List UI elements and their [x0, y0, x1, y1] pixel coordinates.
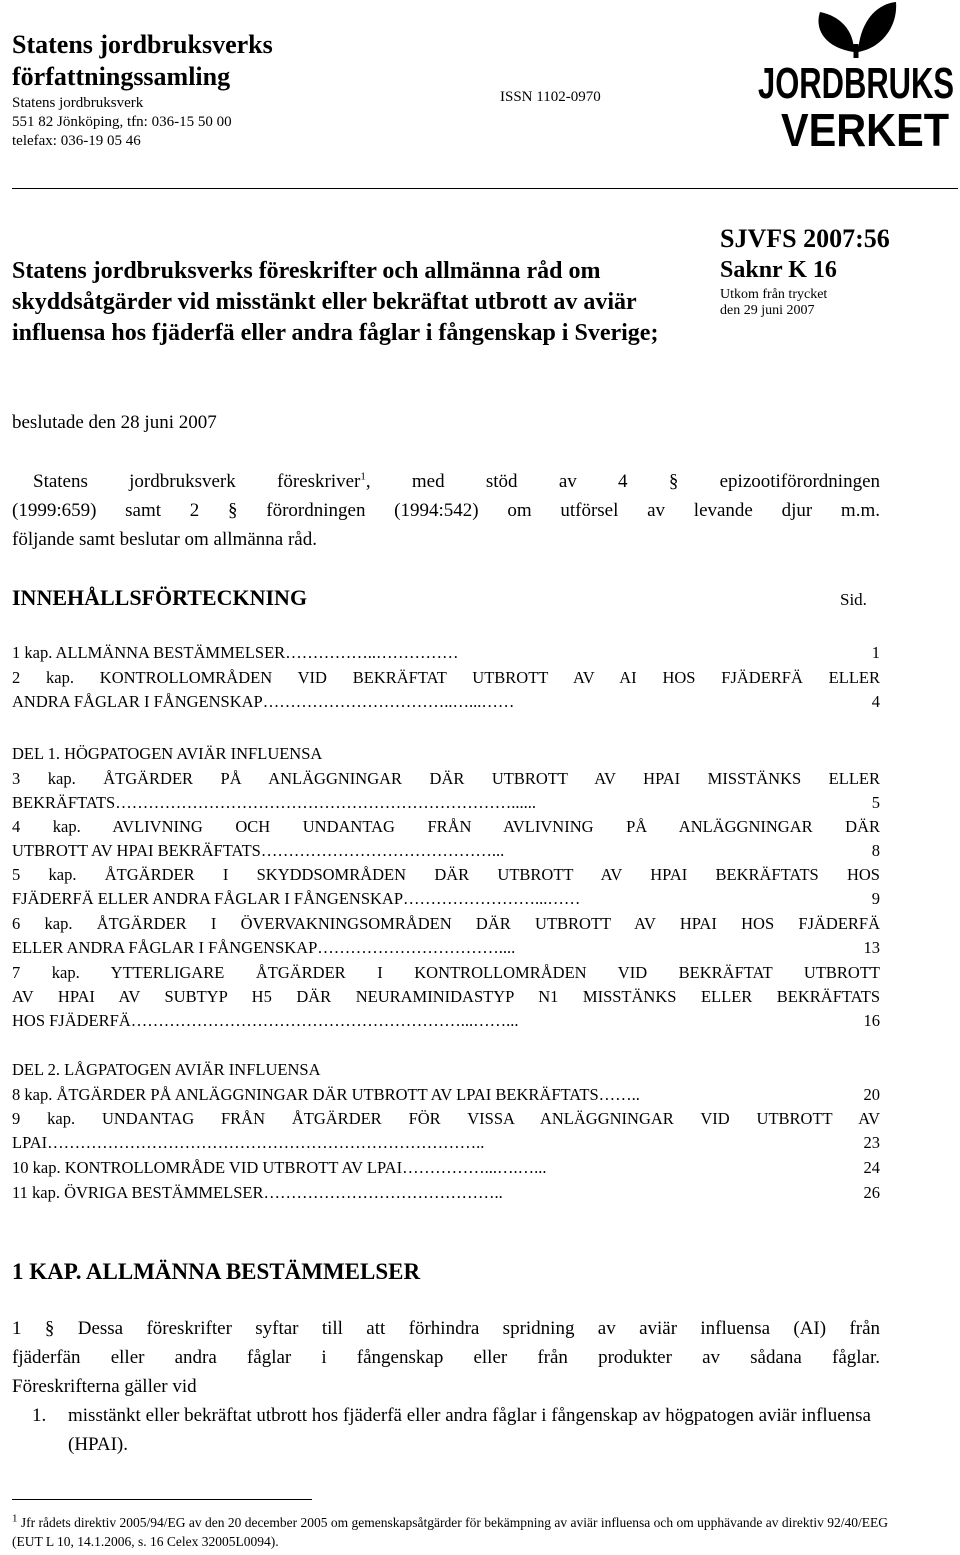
toc-heading: INNEHÅLLSFÖRTECKNING	[12, 585, 308, 610]
publisher-info	[12, 94, 232, 151]
toc-section-del2: DEL 2. LÅGPATOGEN AVIÄR INFLUENSA	[12, 1060, 321, 1079]
toc-entry-9: 9 kap. UNDANTAG FRÅN ÅTGÄRDER FÖR VISSA ANLÄGGNINGAR VID UTBROTT AV LPAI …………………………………………………………………….. 23	[12, 1109, 880, 1152]
list-item	[32, 1401, 880, 1459]
toc-entry-11: 11 kap. ÖVRIGA BESTÄMMELSER …………………………………….. 26	[12, 1183, 880, 1202]
publication-date	[720, 287, 827, 319]
footnote	[12, 1513, 892, 1551]
toc-entry-10: 10 kap. KONTROLLOMRÅDE VID UTBROTT AV LPAI ……………...….…... 24	[12, 1158, 880, 1177]
issn: ISSN 1102-0970	[500, 89, 601, 105]
fax: telefax: 036-19 05 46	[12, 133, 141, 149]
toc-entry-2: 2 kap. KONTROLLOMRÅDEN VID BEKRÄFTAT UTBROTT AV AI HOS FJÄDERFÄ ELLER ANDRA FÅGLAR I FÅNGENSKAP ……………………………..…...…… 4	[12, 668, 880, 711]
intro-line-3: följande samt beslutar om allmänna råd.	[12, 529, 317, 550]
utkom-line-1: Utkom från trycket	[720, 287, 828, 302]
toc-entry-5: 5 kap. ÅTGÄRDER I SKYDDSOMRÅDEN DÄR UTBROTT AV HPAI BEKRÄFTATS HOS FJÄDERFÄ ELLER ANDRA FÅGLAR I FÅNGENSKAP ……………………...…… 9	[12, 865, 880, 908]
para-line-3: Föreskrifterna gäller vid	[12, 1376, 197, 1397]
footnote-ref: 1	[360, 470, 366, 483]
saknr: Saknr K 16	[720, 257, 837, 283]
intro-line-2: (1999:659) samt 2 § förordningen (1994:542) om utförsel av levande djur m.m.	[12, 500, 880, 521]
leaf-icon	[818, 2, 896, 58]
toc-entry-7: 7 kap. YTTERLIGARE ÅTGÄRDER I KONTROLLOMRÅDEN VID BEKRÄFTAT UTBROTT AV HPAI AV SUBTYP H5 DÄR NEURAMINIDASTYP N1 MISSTÄNKS ELLER BEKRÄFTATS HOS FJÄDERFÄ ……………………………………………………...……... 16	[12, 963, 880, 1030]
utkom-line-2: den 29 juni 2007	[720, 303, 815, 318]
sjvfs-number: SJVFS 2007:56	[720, 224, 890, 253]
logo-line-2: VERKET	[781, 104, 949, 150]
header-divider	[12, 188, 958, 189]
section-sign-icon: §	[668, 471, 679, 492]
logo-line-1: JORDBRUKS	[758, 59, 954, 108]
address: 551 82 Jönköping, tfn: 036-15 50 00	[12, 114, 232, 130]
footnote-number: 1	[12, 1512, 18, 1525]
regulation-title: Statens jordbruksverks föreskrifter och allmänna råd om skyddsåtgärder vid misstänkt eller bekräftat utbrott av aviär influensa hos fjäderfä eller andra fåglar i fångenskap i Sverige;	[12, 258, 659, 346]
para-line-1: 1 § Dessa föreskrifter syftar till att förhindra spridning av aviär influensa (AI) från	[12, 1318, 881, 1339]
org-name: Statens jordbruksverk	[12, 95, 144, 111]
intro-paragraph	[12, 467, 880, 554]
jordbruksverket-logo	[756, 0, 956, 150]
section-sign-icon: §	[228, 500, 238, 521]
footnote-text: Jfr rådets direktiv 2005/94/EG av den 20 december 2005 om gemenskapsåtgärder för bekämpning av aviär influensa och om upphävande av direktiv 92/40/EEG (EUT L 10, 14.1.2006, s. 16 Celex 32005L0094).	[12, 1515, 888, 1549]
toc-entry-1: 1 kap. ALLMÄNNA BESTÄMMELSER ……………..…………… 1	[12, 643, 880, 662]
footnote-divider	[12, 1499, 312, 1500]
list-item-number: 1.	[32, 1405, 47, 1426]
decided-date: beslutade den 28 juni 2007	[12, 412, 217, 433]
list-item-text: misstänkt eller bekräftat utbrott hos fjäderfä eller andra fåglar i fångenskap av högpatogen aviär influensa (HPAI).	[68, 1405, 871, 1455]
toc-entry-3: 3 kap. ÅTGÄRDER PÅ ANLÄGGNINGAR DÄR UTBROTT AV HPAI MISSTÄNKS ELLER BEKRÄFTATS ………………………………………………………………...... 5	[12, 769, 880, 812]
toc-entry-8: 8 kap. ÅTGÄRDER PÅ ANLÄGGNINGAR DÄR UTBROTT AV LPAI BEKRÄFTATS …….. 20	[12, 1085, 880, 1104]
intro-line-1: Statens jordbruksverk föreskriver$^1$, med stöd av 4 § epizootiförordningen	[33, 470, 881, 492]
toc-section-del1: DEL 1. HÖGPATOGEN AVIÄR INFLUENSA	[12, 744, 323, 763]
toc-entry-6: 6 kap. ÅTGÄRDER I ÖVERVAKNINGSOMRÅDEN DÄR UTBROTT AV HPAI HOS FJÄDERFÄ ELLER ANDRA FÅGLAR I FÅNGENSKAP …………………………….... 13	[12, 914, 880, 957]
toc-page-label: Sid.	[840, 590, 867, 609]
chapter-1-title: 1 KAP. ALLMÄNNA BESTÄMMELSER	[12, 1259, 421, 1284]
para-line-2: fjäderfän eller andra fåglar i fångenskap eller från produkter av sådana fåglar.	[12, 1347, 880, 1368]
collection-title: Statens jordbruksverks författningssamling	[12, 30, 273, 91]
chapter-1-paragraph-1	[12, 1314, 880, 1401]
section-sign-icon: §	[44, 1318, 55, 1339]
toc-entry-4: 4 kap. AVLIVNING OCH UNDANTAG FRÅN AVLIVNING PÅ ANLÄGGNINGAR DÄR UTBROTT AV HPAI BEKRÄFTATS ……………………………………... 8	[12, 817, 880, 860]
